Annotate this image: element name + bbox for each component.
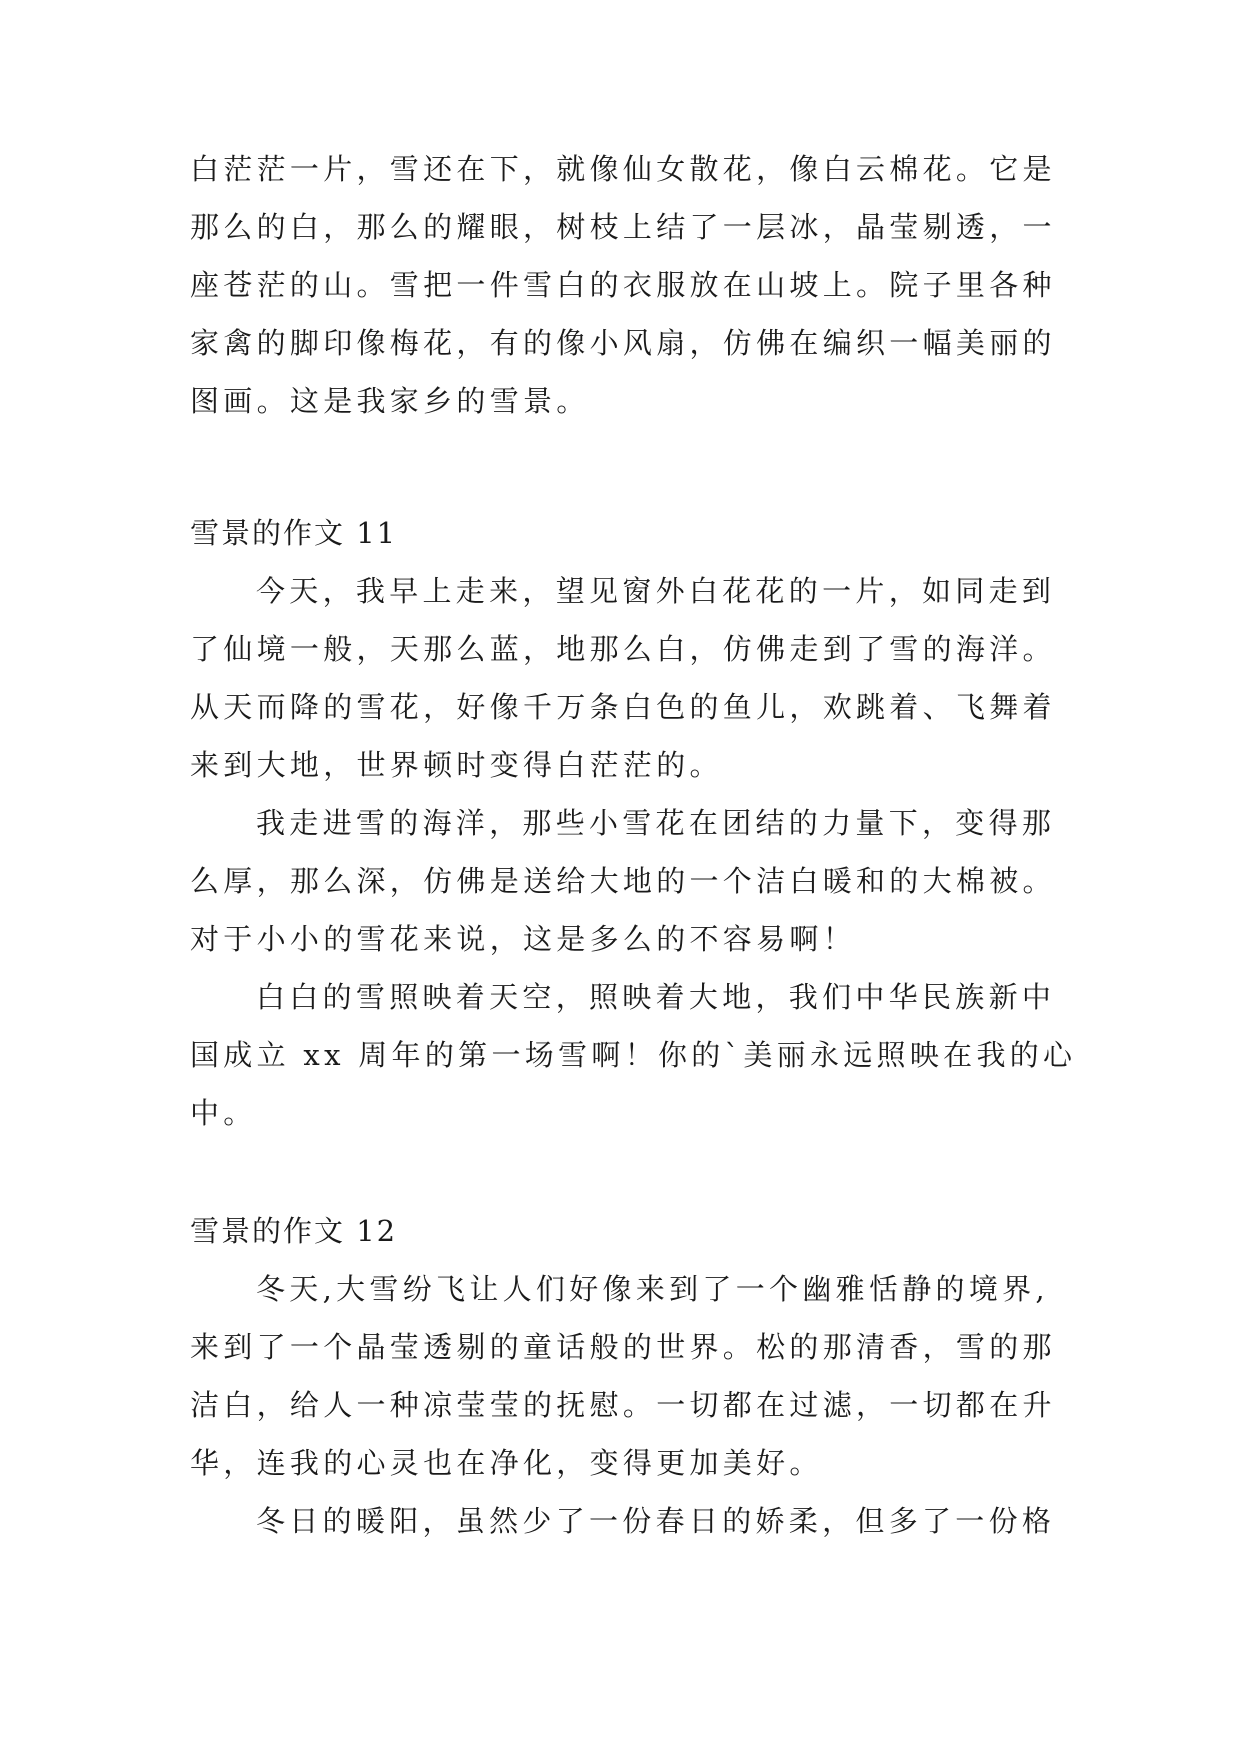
text-line: 来到了一个晶莹透剔的童话般的世界。松的那清香，雪的那 [190, 1330, 1056, 1364]
text-line: 来到大地，世界顿时变得白茫茫的。 [190, 748, 723, 782]
text-line: 冬天,大雪纷飞让人们好像来到了一个幽雅恬静的境界, [256, 1272, 1049, 1306]
text-line: 国成立 xx 周年的第一场雪啊！你的`美丽永远照映在我的心 [190, 1038, 1077, 1072]
text-line: 华，连我的心灵也在净化，变得更加美好。 [190, 1446, 823, 1480]
text-line: 我走进雪的海洋，那些小雪花在团结的力量下，变得那 [256, 806, 1056, 840]
essay-title: 雪景的作文 11 [190, 516, 398, 550]
text-line: 冬日的暖阳，虽然少了一份春日的娇柔，但多了一份格 [256, 1504, 1056, 1538]
intro-paragraph [190, 140, 1070, 430]
text-line: 洁白，给人一种凉莹莹的抚慰。一切都在过滤，一切都在升 [190, 1388, 1056, 1422]
text-line: 家禽的脚印像梅花，有的像小风扇，仿佛在编织一幅美丽的 [190, 326, 1056, 360]
essay-11 [190, 504, 1077, 1142]
text-line: 白白的雪照映着天空，照映着大地，我们中华民族新中 [256, 980, 1056, 1014]
text-line: 中。 [190, 1096, 257, 1130]
text-line: 了仙境一般，天那么蓝，地那么白，仿佛走到了雪的海洋。 [190, 632, 1056, 666]
text-line: 那么的白，那么的耀眼，树枝上结了一层冰，晶莹剔透，一 [190, 210, 1056, 244]
text-line: 白茫茫一片，雪还在下，就像仙女散花，像白云棉花。它是 [190, 152, 1056, 186]
text-line: 对于小小的雪花来说，这是多么的不容易啊！ [190, 922, 857, 956]
text-line: 么厚，那么深，仿佛是送给大地的一个洁白暖和的大棉被。 [190, 864, 1056, 898]
text-line: 图画。这是我家乡的雪景。 [190, 384, 590, 418]
text-line: 从天而降的雪花，好像千万条白色的鱼儿，欢跳着、飞舞着 [190, 690, 1056, 724]
essay-title: 雪景的作文 12 [190, 1214, 398, 1248]
text-line: 座苍茫的山。雪把一件雪白的衣服放在山坡上。院子里各种 [190, 268, 1056, 302]
essay-12 [190, 1202, 1070, 1550]
text-line: 今天，我早上走来，望见窗外白花花的一片，如同走到 [256, 574, 1056, 608]
